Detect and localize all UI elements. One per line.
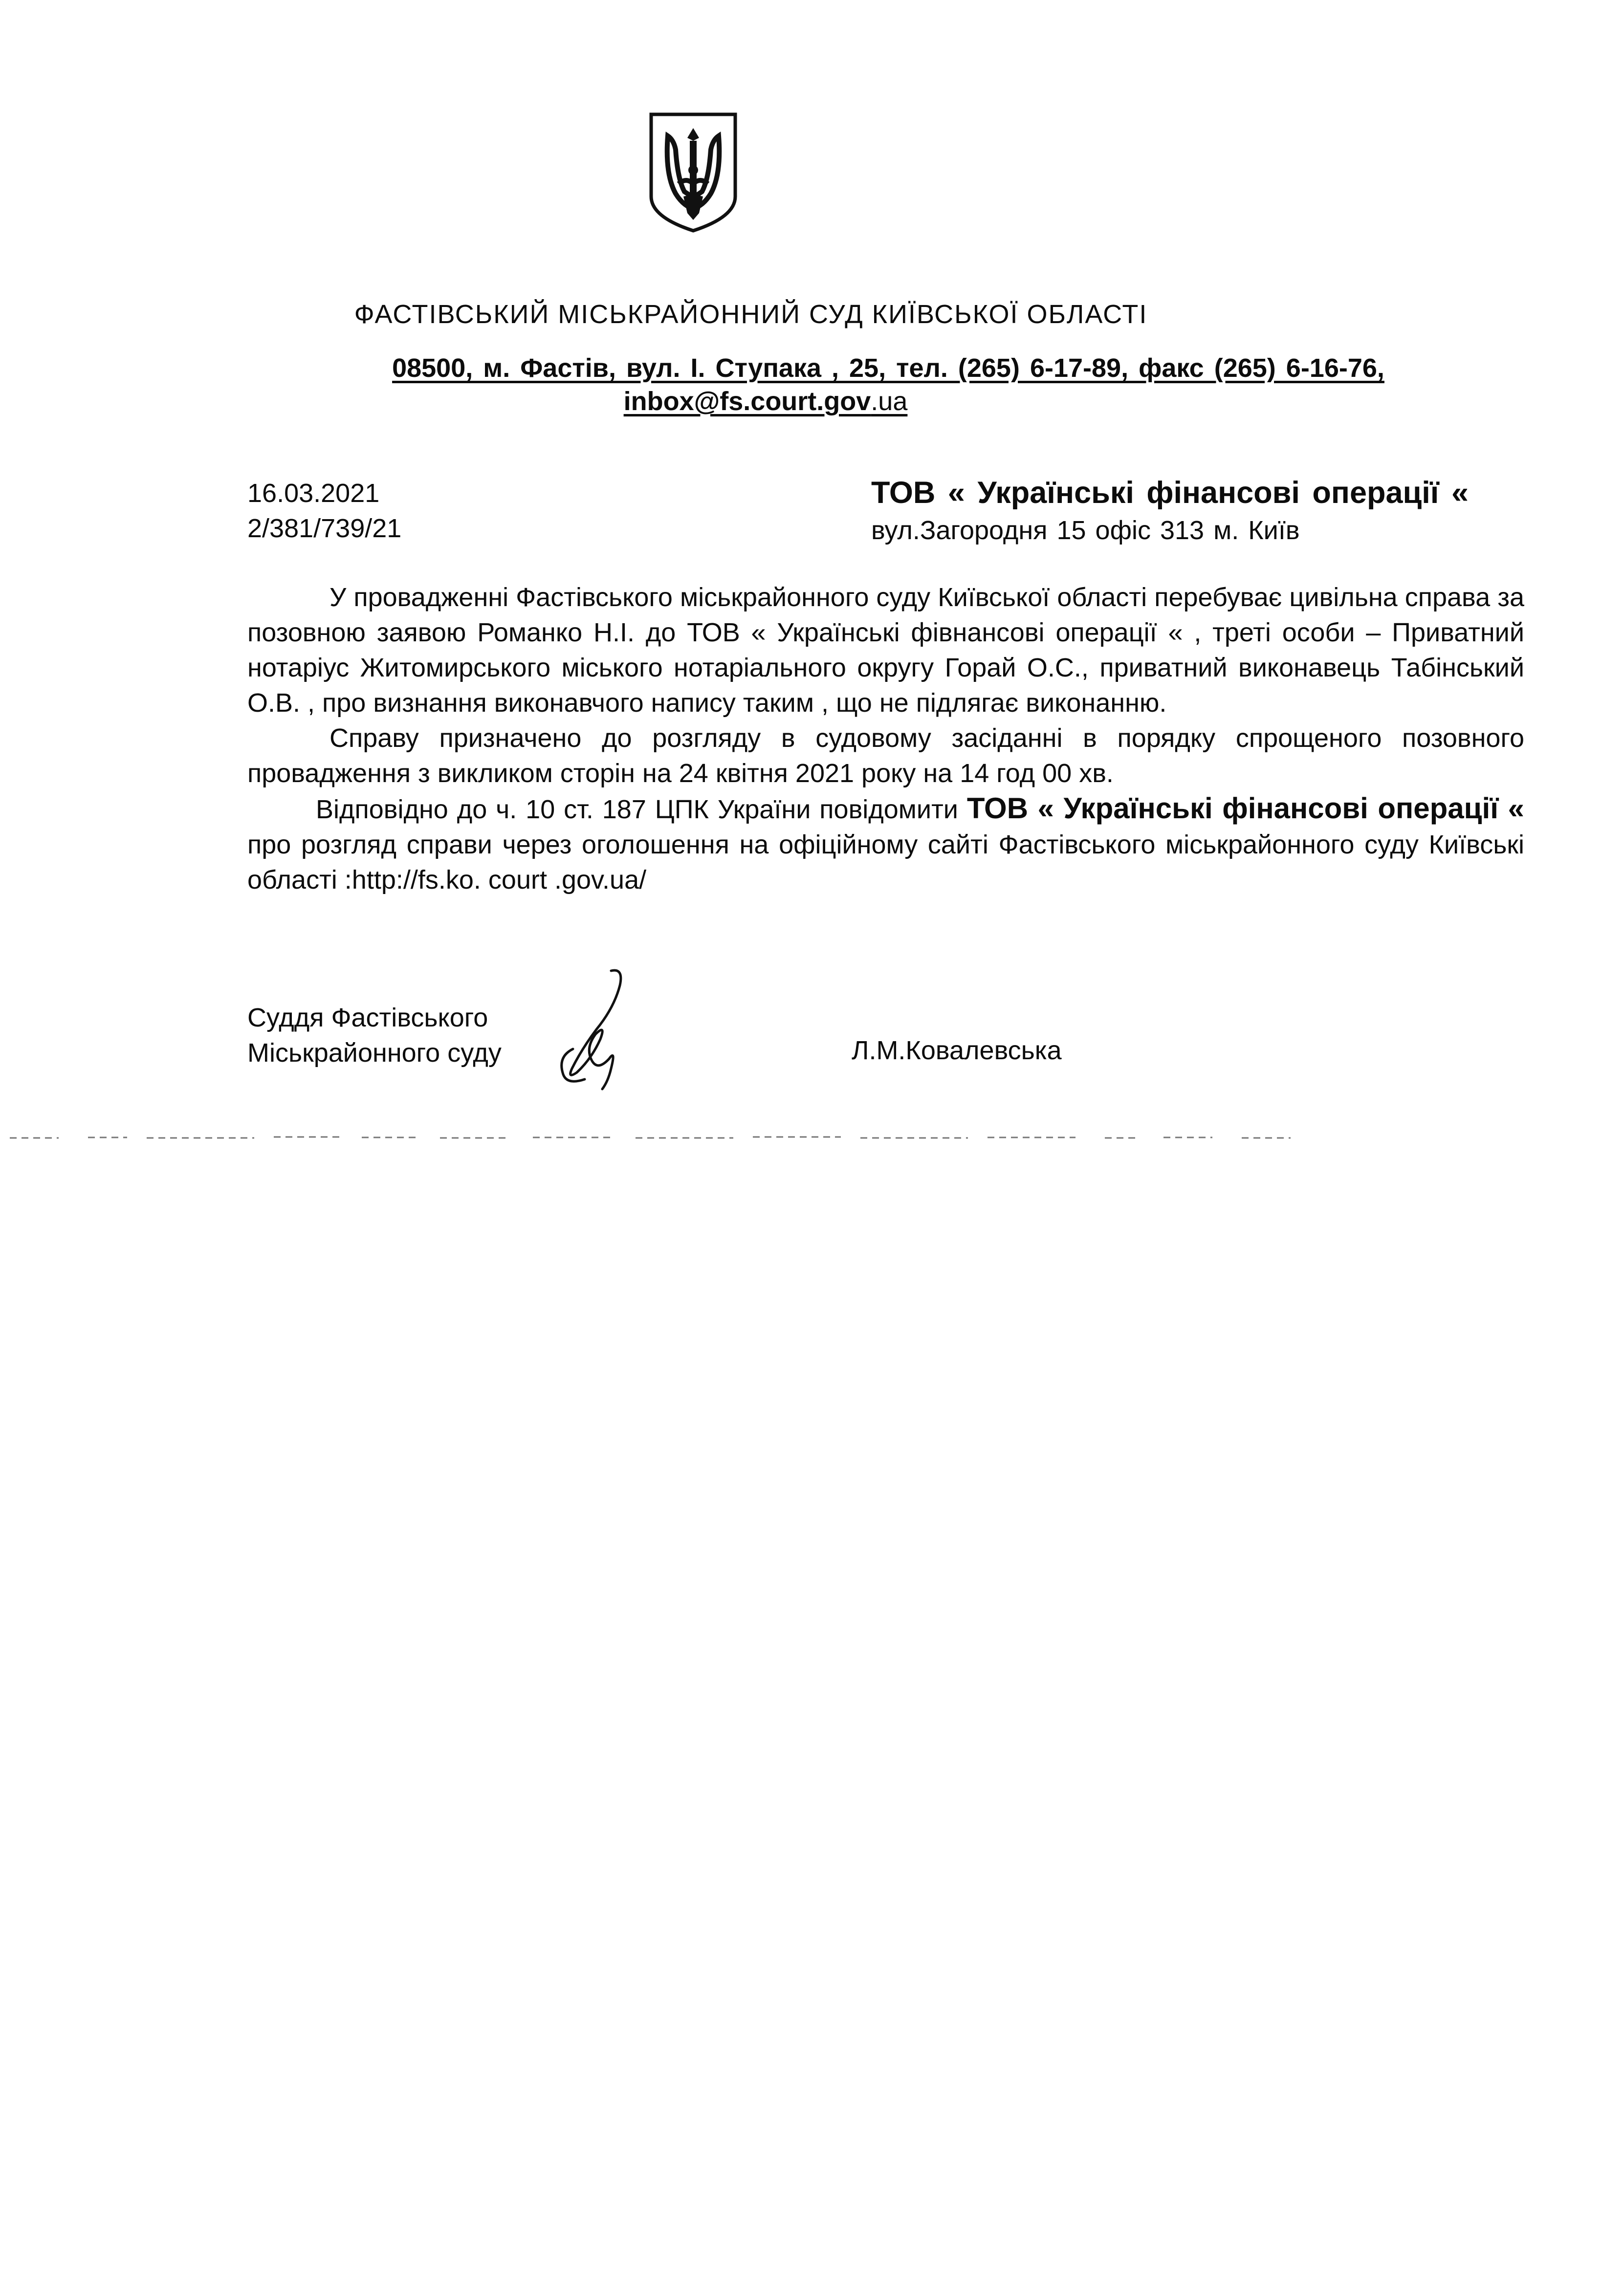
- notice-text-start: Відповідно до ч. 10 ст. 187 ЦПК України повідомити: [316, 795, 958, 824]
- handwritten-signature-icon: [538, 966, 645, 1093]
- letter-body: [247, 580, 1524, 897]
- court-email-tld: .ua: [871, 387, 908, 416]
- court-address: 08500, м. Фастів, вул. І. Ступака , 25, тел. (265) 6-17-89, факс (265) 6-16-76,: [392, 353, 1384, 383]
- judge-title-line-2: Міськрайонного суду: [247, 1038, 502, 1068]
- judge-title-line-1: Суддя Фастівського: [247, 1003, 488, 1032]
- judge-name: Л.М.Ковалевська: [852, 1036, 1062, 1065]
- body-paragraph-hearing: Справу призначено до розгляду в судовому засіданні в порядку спрощеного позовного провадження з викликом сторін на 24 квітня 2021 року на 14 год 00 хв.: [247, 723, 1524, 788]
- court-email: [0, 386, 1624, 416]
- body-paragraph-notice: [247, 791, 1524, 897]
- recipient-name: ТОВ « Українські фінансові операції «: [871, 476, 1469, 510]
- trident-coat-of-arms-icon: [644, 110, 742, 234]
- scan-artifact-divider: [0, 1133, 1310, 1141]
- notice-recipient-bold: ТОВ « Українські фінансові операції «: [966, 792, 1524, 825]
- notice-text-end: про розгляд справи через оголошення на офіційному сайті Фастівського міськрайонного суду Київські області :http://fs.ko. court .gov.ua/: [247, 830, 1524, 895]
- judge-title: [247, 1000, 502, 1070]
- court-name: ФАСТІВСЬКИЙ МІСЬКРАЙОННИЙ СУД КИЇВСЬКОЇ ОБЛАСТІ: [354, 300, 1148, 329]
- document-number: 2/381/739/21: [247, 514, 402, 543]
- court-email-bold: inbox@fs.court.gov: [623, 387, 871, 416]
- document-date: 16.03.2021: [247, 479, 380, 508]
- body-paragraph-proceedings: У провадженні Фастівського міськрайонного суду Київської області перебуває цивільна справа за позовною заявою Романко Н.І. до ТОВ « Українські фівнансові операції « , треті особи – Приватний нотаріус Житомирського міського нотаріального округу Горай О.С., приватний виконавець Табінський О.В. , про визнання виконавчого напису таким , що не підлягає виконанню.: [247, 583, 1524, 718]
- recipient-address: вул.Загородня 15 офіс 313 м. Київ: [871, 516, 1300, 545]
